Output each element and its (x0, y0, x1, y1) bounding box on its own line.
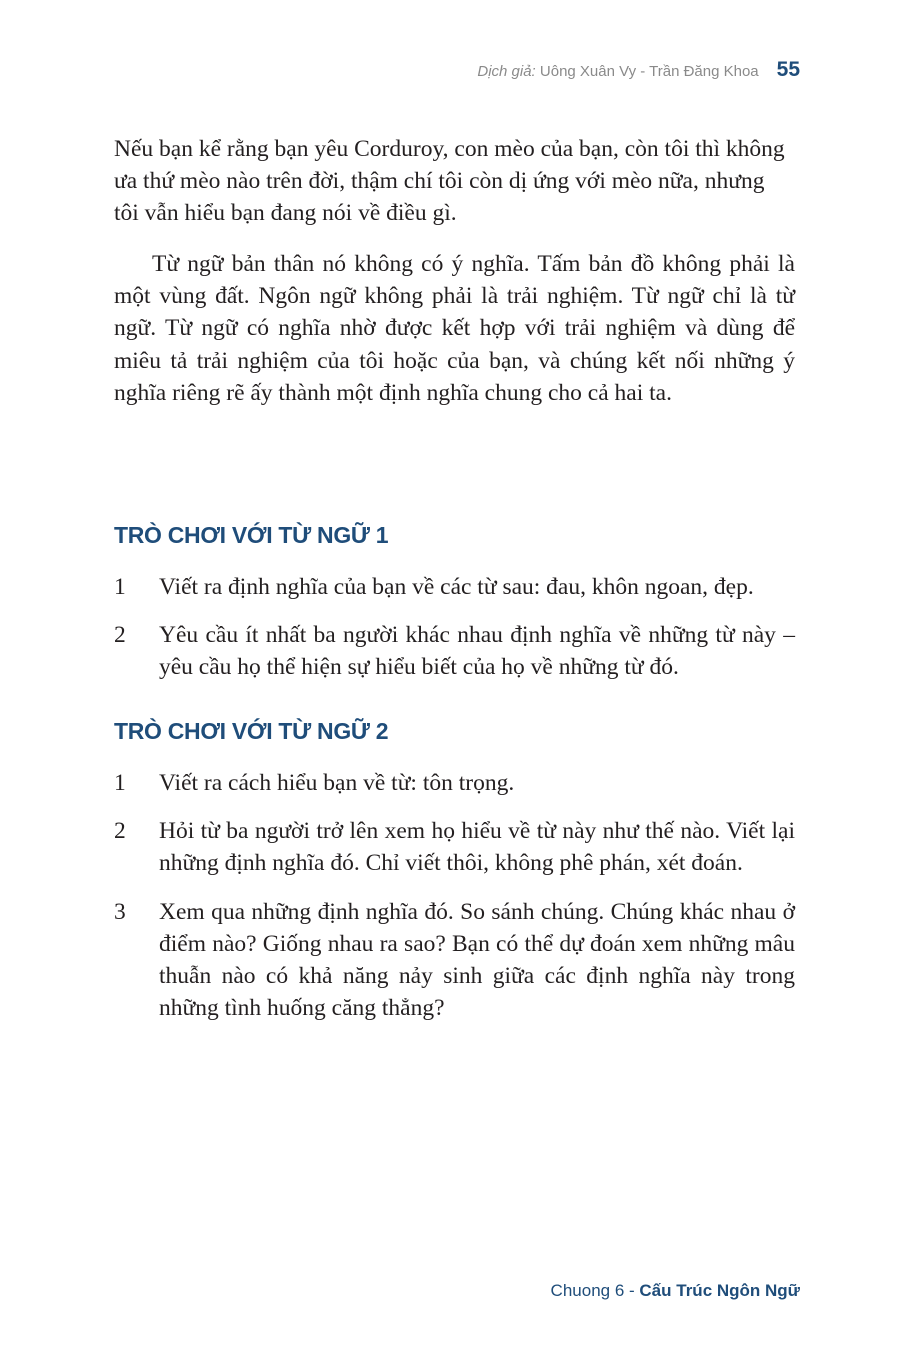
page-number: 55 (776, 58, 800, 81)
translator-credit (477, 63, 758, 80)
body-paragraph-1: Nếu bạn kể rằng bạn yêu Corduroy, con mèo của bạn, còn tôi thì không ưa thứ mèo nào trên đời, thậm chí tôi còn dị ứng với mèo nữa, nhưng tôi vẫn hiểu bạn đang nói về điều gì. (114, 136, 785, 227)
item-number: 3 (114, 898, 126, 925)
exercise-list-1 (114, 571, 795, 700)
item-number: 1 (114, 574, 126, 600)
item-text: Hỏi từ ba người trở lên xem họ hiểu về từ này như thế nào. Viết lại những định nghĩa đó. Chỉ viết thôi, không phê phán, xét đoán. (159, 818, 795, 877)
section-heading-1: TRÒ CHƠI VỚI TỪ NGỮ 1 (114, 522, 389, 548)
list-item (114, 571, 795, 603)
chapter-label: Chuong 6 - (550, 1281, 635, 1300)
item-number: 2 (114, 818, 126, 845)
list-item (114, 767, 795, 799)
list-item (114, 815, 795, 879)
exercise-list-2 (114, 767, 795, 1040)
item-text: Viết ra cách hiểu bạn về từ: tôn trọng. (159, 770, 515, 796)
running-footer (551, 1281, 800, 1301)
section-heading-2: TRÒ CHƠI VỚI TỪ NGỮ 2 (114, 718, 389, 744)
item-number: 1 (114, 770, 126, 796)
item-number: 2 (114, 622, 126, 649)
list-item (114, 619, 795, 683)
translator-label: Dịch giả: (477, 63, 536, 80)
running-header (477, 58, 800, 82)
item-text: Viết ra định nghĩa của bạn về các từ sau: đau, khôn ngoan, đẹp. (159, 574, 754, 600)
chapter-title: Cấu Trúc Ngôn Ngữ (639, 1281, 800, 1300)
translator-names: Uông Xuân Vy - Trần Đăng Khoa (539, 63, 759, 80)
item-text: Yêu cầu ít nhất ba người khác nhau định nghĩa về những từ này – yêu cầu họ thể hiện sự hiểu biết của họ về những từ đó. (159, 622, 795, 681)
body-paragraph-2: Từ ngữ bản thân nó không có ý nghĩa. Tấm bản đồ không phải là một vùng đất. Ngôn ngữ không phải là trải nghiệm. Từ ngữ chỉ là từ ngữ. Từ ngữ có nghĩa nhờ được kết hợp với trải nghiệm và dùng để miêu tả trải nghiệm của tôi hoặc của bạn, và chúng kết nối những ý nghĩa riêng rẽ ấy thành một định nghĩa chung cho cả hai ta. (114, 251, 795, 406)
item-text: Xem qua những định nghĩa đó. So sánh chúng. Chúng khác nhau ở điểm nào? Giống nhau ra sao? Bạn có thể dự đoán xem những mâu thuẫn nào có khả năng nảy sinh giữa các định nghĩa này trong những tình huống căng thẳng? (159, 898, 795, 1022)
list-item (114, 896, 795, 1025)
